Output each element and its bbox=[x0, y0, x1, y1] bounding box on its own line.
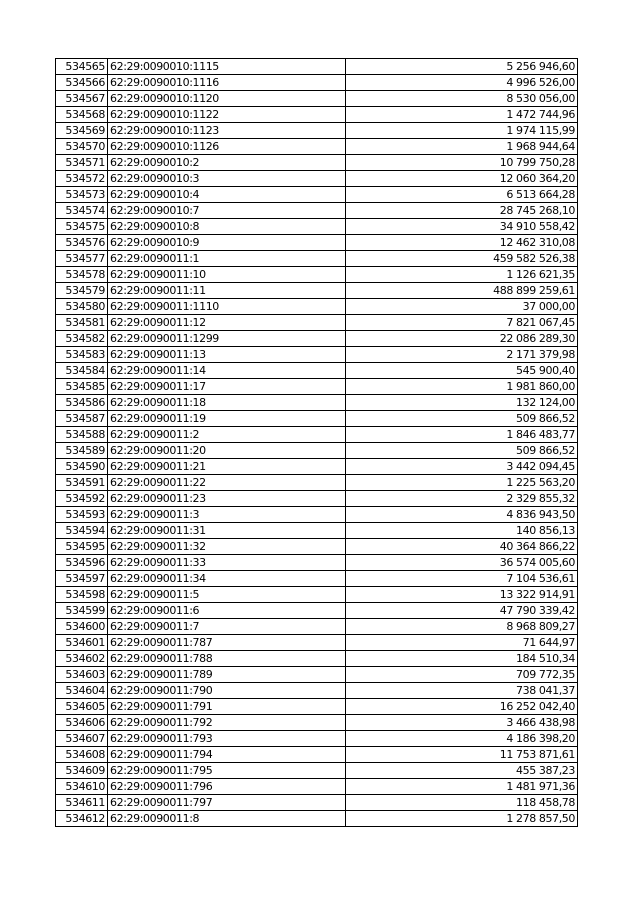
table-row bbox=[56, 443, 578, 459]
row-id-cell: 534596 bbox=[56, 555, 108, 571]
cadastral-number-cell: 62:29:0090011:1299 bbox=[108, 331, 346, 347]
row-id-cell: 534593 bbox=[56, 507, 108, 523]
row-id-cell: 534607 bbox=[56, 731, 108, 747]
table-row bbox=[56, 379, 578, 395]
row-id-cell: 534581 bbox=[56, 315, 108, 331]
table-row bbox=[56, 187, 578, 203]
cadastral-value-cell: 140 856,13 bbox=[346, 523, 578, 539]
cadastral-number-cell: 62:29:0090011:21 bbox=[108, 459, 346, 475]
cadastral-number-cell: 62:29:0090011:18 bbox=[108, 395, 346, 411]
row-id-cell: 534580 bbox=[56, 299, 108, 315]
cadastral-value-cell: 132 124,00 bbox=[346, 395, 578, 411]
cadastral-value-cell: 7 104 536,61 bbox=[346, 571, 578, 587]
cadastral-number-cell: 62:29:0090011:14 bbox=[108, 363, 346, 379]
cadastral-number-cell: 62:29:0090011:5 bbox=[108, 587, 346, 603]
table-row bbox=[56, 587, 578, 603]
cadastral-number-cell: 62:29:0090010:2 bbox=[108, 155, 346, 171]
cadastral-value-table bbox=[55, 58, 578, 827]
row-id-cell: 534595 bbox=[56, 539, 108, 555]
row-id-cell: 534610 bbox=[56, 779, 108, 795]
cadastral-value-cell: 22 086 289,30 bbox=[346, 331, 578, 347]
table-row bbox=[56, 475, 578, 491]
cadastral-number-cell: 62:29:0090011:12 bbox=[108, 315, 346, 331]
cadastral-value-cell: 709 772,35 bbox=[346, 667, 578, 683]
cadastral-value-cell: 3 442 094,45 bbox=[346, 459, 578, 475]
table-row bbox=[56, 427, 578, 443]
cadastral-value-cell: 12 462 310,08 bbox=[346, 235, 578, 251]
row-id-cell: 534584 bbox=[56, 363, 108, 379]
table-row bbox=[56, 411, 578, 427]
table-row bbox=[56, 779, 578, 795]
cadastral-number-cell: 62:29:0090010:1115 bbox=[108, 59, 346, 75]
row-id-cell: 534588 bbox=[56, 427, 108, 443]
cadastral-value-cell: 40 364 866,22 bbox=[346, 539, 578, 555]
row-id-cell: 534598 bbox=[56, 587, 108, 603]
cadastral-value-cell: 2 329 855,32 bbox=[346, 491, 578, 507]
cadastral-value-cell: 11 753 871,61 bbox=[346, 747, 578, 763]
table-row bbox=[56, 123, 578, 139]
table-row bbox=[56, 347, 578, 363]
cadastral-value-cell: 28 745 268,10 bbox=[346, 203, 578, 219]
cadastral-number-cell: 62:29:0090011:8 bbox=[108, 811, 346, 827]
table-row bbox=[56, 555, 578, 571]
row-id-cell: 534611 bbox=[56, 795, 108, 811]
cadastral-value-cell: 3 466 438,98 bbox=[346, 715, 578, 731]
row-id-cell: 534605 bbox=[56, 699, 108, 715]
cadastral-value-cell: 459 582 526,38 bbox=[346, 251, 578, 267]
cadastral-number-cell: 62:29:0090011:22 bbox=[108, 475, 346, 491]
table-row bbox=[56, 331, 578, 347]
table-row bbox=[56, 699, 578, 715]
table-row bbox=[56, 715, 578, 731]
table-row bbox=[56, 635, 578, 651]
cadastral-number-cell: 62:29:0090011:32 bbox=[108, 539, 346, 555]
cadastral-value-cell: 509 866,52 bbox=[346, 443, 578, 459]
row-id-cell: 534565 bbox=[56, 59, 108, 75]
cadastral-value-cell: 1 278 857,50 bbox=[346, 811, 578, 827]
cadastral-value-cell: 4 836 943,50 bbox=[346, 507, 578, 523]
row-id-cell: 534578 bbox=[56, 267, 108, 283]
cadastral-value-cell: 5 256 946,60 bbox=[346, 59, 578, 75]
cadastral-number-cell: 62:29:0090011:20 bbox=[108, 443, 346, 459]
cadastral-value-cell: 6 513 664,28 bbox=[346, 187, 578, 203]
cadastral-number-cell: 62:29:0090010:1120 bbox=[108, 91, 346, 107]
cadastral-number-cell: 62:29:0090011:1110 bbox=[108, 299, 346, 315]
row-id-cell: 534608 bbox=[56, 747, 108, 763]
cadastral-number-cell: 62:29:0090011:33 bbox=[108, 555, 346, 571]
cadastral-value-cell: 13 322 914,91 bbox=[346, 587, 578, 603]
cadastral-number-cell: 62:29:0090011:788 bbox=[108, 651, 346, 667]
row-id-cell: 534579 bbox=[56, 283, 108, 299]
table-row bbox=[56, 491, 578, 507]
cadastral-value-cell: 509 866,52 bbox=[346, 411, 578, 427]
cadastral-value-cell: 8 530 056,00 bbox=[346, 91, 578, 107]
row-id-cell: 534612 bbox=[56, 811, 108, 827]
row-id-cell: 534583 bbox=[56, 347, 108, 363]
row-id-cell: 534575 bbox=[56, 219, 108, 235]
table-row bbox=[56, 363, 578, 379]
row-id-cell: 534577 bbox=[56, 251, 108, 267]
table-row bbox=[56, 395, 578, 411]
table-row bbox=[56, 155, 578, 171]
cadastral-number-cell: 62:29:0090011:10 bbox=[108, 267, 346, 283]
cadastral-value-cell: 545 900,40 bbox=[346, 363, 578, 379]
row-id-cell: 534594 bbox=[56, 523, 108, 539]
table-row bbox=[56, 571, 578, 587]
row-id-cell: 534590 bbox=[56, 459, 108, 475]
cadastral-number-cell: 62:29:0090011:793 bbox=[108, 731, 346, 747]
table-row bbox=[56, 651, 578, 667]
table-row bbox=[56, 667, 578, 683]
table-row bbox=[56, 219, 578, 235]
table-row bbox=[56, 75, 578, 91]
cadastral-value-cell: 16 252 042,40 bbox=[346, 699, 578, 715]
row-id-cell: 534566 bbox=[56, 75, 108, 91]
cadastral-value-cell: 738 041,37 bbox=[346, 683, 578, 699]
cadastral-number-cell: 62:29:0090011:1 bbox=[108, 251, 346, 267]
cadastral-number-cell: 62:29:0090010:9 bbox=[108, 235, 346, 251]
row-id-cell: 534570 bbox=[56, 139, 108, 155]
cadastral-value-cell: 12 060 364,20 bbox=[346, 171, 578, 187]
row-id-cell: 534601 bbox=[56, 635, 108, 651]
table-row bbox=[56, 251, 578, 267]
table-row bbox=[56, 139, 578, 155]
cadastral-number-cell: 62:29:0090011:6 bbox=[108, 603, 346, 619]
row-id-cell: 534574 bbox=[56, 203, 108, 219]
cadastral-number-cell: 62:29:0090011:791 bbox=[108, 699, 346, 715]
cadastral-value-cell: 8 968 809,27 bbox=[346, 619, 578, 635]
cadastral-value-cell: 455 387,23 bbox=[346, 763, 578, 779]
row-id-cell: 534606 bbox=[56, 715, 108, 731]
cadastral-number-cell: 62:29:0090010:7 bbox=[108, 203, 346, 219]
table-row bbox=[56, 315, 578, 331]
table-row bbox=[56, 747, 578, 763]
cadastral-number-cell: 62:29:0090010:8 bbox=[108, 219, 346, 235]
table-row bbox=[56, 603, 578, 619]
cadastral-value-cell: 10 799 750,28 bbox=[346, 155, 578, 171]
table-row bbox=[56, 171, 578, 187]
row-id-cell: 534585 bbox=[56, 379, 108, 395]
table-row bbox=[56, 267, 578, 283]
cadastral-number-cell: 62:29:0090010:3 bbox=[108, 171, 346, 187]
cadastral-number-cell: 62:29:0090011:7 bbox=[108, 619, 346, 635]
cadastral-value-cell: 47 790 339,42 bbox=[346, 603, 578, 619]
cadastral-number-cell: 62:29:0090011:3 bbox=[108, 507, 346, 523]
row-id-cell: 534609 bbox=[56, 763, 108, 779]
cadastral-value-cell: 1 472 744,96 bbox=[346, 107, 578, 123]
cadastral-value-cell: 1 968 944,64 bbox=[346, 139, 578, 155]
cadastral-number-cell: 62:29:0090010:1122 bbox=[108, 107, 346, 123]
row-id-cell: 534597 bbox=[56, 571, 108, 587]
cadastral-number-cell: 62:29:0090011:34 bbox=[108, 571, 346, 587]
row-id-cell: 534569 bbox=[56, 123, 108, 139]
row-id-cell: 534602 bbox=[56, 651, 108, 667]
cadastral-value-cell: 184 510,34 bbox=[346, 651, 578, 667]
table-row bbox=[56, 203, 578, 219]
cadastral-number-cell: 62:29:0090011:794 bbox=[108, 747, 346, 763]
row-id-cell: 534572 bbox=[56, 171, 108, 187]
table-row bbox=[56, 459, 578, 475]
row-id-cell: 534599 bbox=[56, 603, 108, 619]
table-row bbox=[56, 523, 578, 539]
row-id-cell: 534603 bbox=[56, 667, 108, 683]
table-row bbox=[56, 811, 578, 827]
row-id-cell: 534591 bbox=[56, 475, 108, 491]
cadastral-value-cell: 1 846 483,77 bbox=[346, 427, 578, 443]
cadastral-value-cell: 4 186 398,20 bbox=[346, 731, 578, 747]
cadastral-value-cell: 36 574 005,60 bbox=[346, 555, 578, 571]
cadastral-value-cell: 118 458,78 bbox=[346, 795, 578, 811]
cadastral-value-cell: 1 225 563,20 bbox=[346, 475, 578, 491]
cadastral-number-cell: 62:29:0090010:1116 bbox=[108, 75, 346, 91]
cadastral-value-cell: 1 481 971,36 bbox=[346, 779, 578, 795]
table-row bbox=[56, 299, 578, 315]
cadastral-value-cell: 2 171 379,98 bbox=[346, 347, 578, 363]
cadastral-number-cell: 62:29:0090010:4 bbox=[108, 187, 346, 203]
row-id-cell: 534586 bbox=[56, 395, 108, 411]
cadastral-value-cell: 37 000,00 bbox=[346, 299, 578, 315]
row-id-cell: 534589 bbox=[56, 443, 108, 459]
cadastral-number-cell: 62:29:0090011:23 bbox=[108, 491, 346, 507]
table-row bbox=[56, 795, 578, 811]
cadastral-number-cell: 62:29:0090011:13 bbox=[108, 347, 346, 363]
table-row bbox=[56, 283, 578, 299]
cadastral-number-cell: 62:29:0090011:790 bbox=[108, 683, 346, 699]
row-id-cell: 534592 bbox=[56, 491, 108, 507]
cadastral-value-cell: 1 974 115,99 bbox=[346, 123, 578, 139]
row-id-cell: 534571 bbox=[56, 155, 108, 171]
cadastral-value-cell: 1 126 621,35 bbox=[346, 267, 578, 283]
row-id-cell: 534568 bbox=[56, 107, 108, 123]
row-id-cell: 534587 bbox=[56, 411, 108, 427]
cadastral-value-cell: 4 996 526,00 bbox=[346, 75, 578, 91]
row-id-cell: 534600 bbox=[56, 619, 108, 635]
row-id-cell: 534573 bbox=[56, 187, 108, 203]
row-id-cell: 534604 bbox=[56, 683, 108, 699]
table-row bbox=[56, 619, 578, 635]
cadastral-number-cell: 62:29:0090010:1123 bbox=[108, 123, 346, 139]
row-id-cell: 534582 bbox=[56, 331, 108, 347]
cadastral-value-cell: 1 981 860,00 bbox=[346, 379, 578, 395]
table-row bbox=[56, 107, 578, 123]
table-row bbox=[56, 235, 578, 251]
cadastral-value-cell: 488 899 259,61 bbox=[346, 283, 578, 299]
table-row bbox=[56, 683, 578, 699]
cadastral-number-cell: 62:29:0090011:792 bbox=[108, 715, 346, 731]
cadastral-value-cell: 34 910 558,42 bbox=[346, 219, 578, 235]
cadastral-number-cell: 62:29:0090011:19 bbox=[108, 411, 346, 427]
table-row bbox=[56, 763, 578, 779]
cadastral-number-cell: 62:29:0090011:17 bbox=[108, 379, 346, 395]
cadastral-number-cell: 62:29:0090011:787 bbox=[108, 635, 346, 651]
table-row bbox=[56, 507, 578, 523]
cadastral-number-cell: 62:29:0090011:31 bbox=[108, 523, 346, 539]
cadastral-value-cell: 71 644,97 bbox=[346, 635, 578, 651]
table-row bbox=[56, 539, 578, 555]
table-row bbox=[56, 91, 578, 107]
table-body bbox=[56, 59, 578, 827]
cadastral-number-cell: 62:29:0090011:796 bbox=[108, 779, 346, 795]
table-row bbox=[56, 59, 578, 75]
cadastral-number-cell: 62:29:0090011:797 bbox=[108, 795, 346, 811]
cadastral-number-cell: 62:29:0090011:795 bbox=[108, 763, 346, 779]
cadastral-number-cell: 62:29:0090011:789 bbox=[108, 667, 346, 683]
row-id-cell: 534576 bbox=[56, 235, 108, 251]
row-id-cell: 534567 bbox=[56, 91, 108, 107]
cadastral-number-cell: 62:29:0090011:11 bbox=[108, 283, 346, 299]
cadastral-value-cell: 7 821 067,45 bbox=[346, 315, 578, 331]
table-row bbox=[56, 731, 578, 747]
cadastral-number-cell: 62:29:0090010:1126 bbox=[108, 139, 346, 155]
cadastral-number-cell: 62:29:0090011:2 bbox=[108, 427, 346, 443]
